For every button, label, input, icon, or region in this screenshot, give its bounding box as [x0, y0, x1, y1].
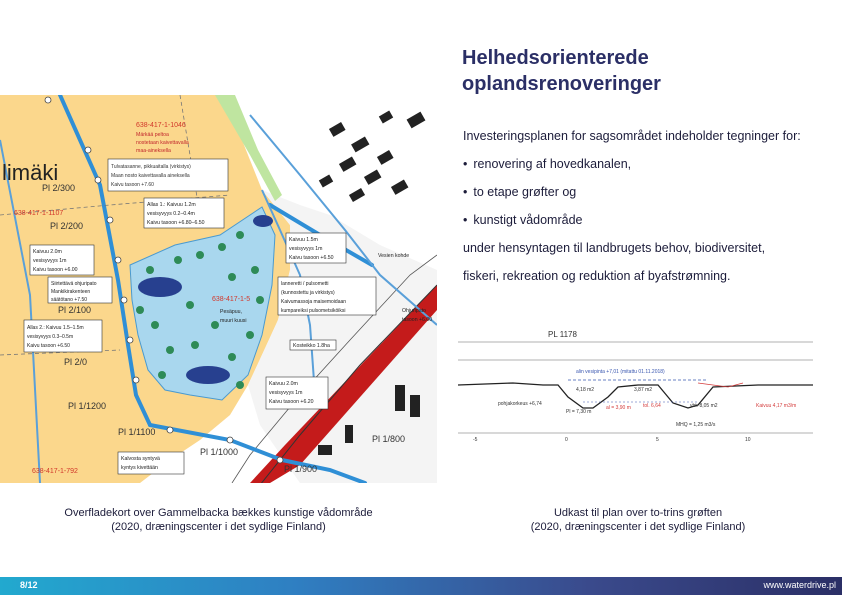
- bullet-item: [463, 206, 838, 234]
- map-pl-label: Pl 1/800: [372, 434, 406, 444]
- map-note-kaivu-left: Kaivuu 2.0m: [33, 249, 62, 255]
- map-note-lanne: Kaivumassoja maisemoidaan: [281, 299, 347, 305]
- slide-title: [462, 45, 832, 97]
- map-note-siirto: Mankikirakenteen: [51, 289, 91, 295]
- map-pl-label: Pl 1/1100: [118, 427, 156, 437]
- map-pl-label: Pl 2/300: [42, 183, 76, 193]
- map-pl-label: Pl 1/900: [284, 464, 318, 474]
- body-intro: Investeringsplanen for sagsområdet indeholder tegninger for:: [463, 129, 801, 143]
- map-note-siirto: säätötano +7.50: [51, 297, 88, 303]
- cs-tick: 5: [656, 437, 659, 443]
- map-pl-label: Pl 1/1000: [200, 447, 239, 457]
- map-caption-line: (2020, dræningscenter i det sydlige Finland): [111, 521, 326, 533]
- map-pl-label: Pl 1/1200: [68, 401, 107, 411]
- bullet-text: kunstigt vådområde: [473, 213, 583, 227]
- map-place-label: limäki: [2, 160, 59, 185]
- slide-title-line: Helhedsorienterede: [462, 47, 649, 69]
- map-note-pesa: muuri kuusi: [220, 318, 247, 324]
- cs-area1: 4,18 m2: [576, 387, 595, 393]
- cs-water-note: alin vesipinta +7,01 (mitattu 01.11.2018): [576, 369, 665, 375]
- cs-area2: 3,87 m2: [634, 387, 653, 393]
- map-note-kaivu-bottom: vesisyvyys 1m: [269, 390, 303, 396]
- body-text: [463, 122, 838, 290]
- map-note-kaivu-right: vesisyvyys 1m: [289, 246, 323, 252]
- bullet-glyph: •: [463, 213, 468, 227]
- body-outro: fiskeri, rekreation og reduktion af byafstrømning.: [463, 269, 731, 283]
- cs-kaivu: Kaivuu 4,17 m3/m: [756, 403, 797, 409]
- map-note-top: maa-aineksella: [136, 148, 171, 154]
- bullet-item: [463, 178, 838, 206]
- map-property-id: 638-417-1-1107: [14, 210, 64, 217]
- map-property-id: 638-417-1-792: [32, 468, 78, 475]
- section-caption-line: (2020, dræningscenter i det sydlige Finland): [530, 521, 746, 533]
- slide-title-line: oplandsrenoveringer: [462, 73, 661, 95]
- bullet-glyph: •: [463, 157, 468, 171]
- map-note-vesi: Vesien kohde: [378, 253, 410, 259]
- cs-right-label: al = 3,90 m: [606, 405, 631, 411]
- cross-section-svg: [458, 325, 818, 445]
- map-note-fill: Kaivu tasoon +7.60: [111, 182, 154, 188]
- wetland-map: [0, 95, 437, 483]
- map-note-kaivu-right: Kaivuu 1.5m: [289, 237, 318, 243]
- map-note-kaivu-bottom: Kaivuu 2.0m: [269, 381, 298, 387]
- footer-url[interactable]: www.waterdrive.pl: [763, 580, 836, 590]
- section-caption: [458, 506, 818, 534]
- cs-tick: 0: [565, 437, 568, 443]
- map-note-kalvo: Kalvosta syntyvä: [121, 456, 160, 462]
- cs-tol: tol. 6,64: [643, 403, 661, 409]
- map-note-allas1: Allas 1.: Kaivuu 1.2m: [147, 202, 196, 208]
- footer-bar: [0, 577, 842, 595]
- map-note-kaivu-left: Kaivu tasoon +6.00: [33, 267, 78, 273]
- map-note-lanne: lanneretti / pulsometti: [281, 281, 329, 287]
- map-note-fill: Tulvatasanne, pikkuaitalla (virkistys): [111, 164, 191, 170]
- map-note-allas1: Kaivu tasoon +6.80–6.50: [147, 220, 205, 226]
- map-property-id: 638-417-1-5: [212, 296, 251, 303]
- map-note-lanne: (kunnostettu ja virkistys): [281, 290, 335, 296]
- map-note-top: Märkää peltoa: [136, 132, 169, 138]
- cs-yht: yht. 8,05 m2: [690, 403, 718, 409]
- cross-section-drawing: [458, 325, 818, 445]
- bullet-item: [463, 150, 838, 178]
- cs-left-label: Pl = 7,30 m: [566, 409, 592, 415]
- map-note-allas1: vesisyvyys 0.2–0.4m: [147, 211, 195, 217]
- map-note-kaivu-left: vesisyvyys 1m: [33, 258, 67, 264]
- bullet-text: to etape grøfter og: [473, 185, 577, 199]
- cs-mhq: MHQ = 1,25 m3/s: [676, 422, 716, 428]
- map-pl-label: Pl 2/100: [58, 305, 92, 315]
- map-note-pesa: Pesäpuu,: [220, 309, 242, 315]
- map-pl-label: Pl 2/200: [50, 221, 84, 231]
- map-caption: [0, 506, 437, 534]
- map-note-fill: Maan nosto kaivettavalla aineksella: [111, 173, 190, 179]
- map-caption-line: Overfladekort over Gammelbacka bækkes kunstige vådområde: [64, 507, 373, 519]
- bullet-text: renovering af hovedkanalen,: [473, 157, 632, 171]
- cs-bottom-left: pohjakorkeus +6,74: [498, 401, 542, 407]
- body-outro: under hensyntagen til landbrugets behov, biodiversitet,: [463, 241, 766, 255]
- map-drawing: [0, 95, 437, 483]
- map-note-allas2: vesisyvyys 0.3–0.5m: [27, 334, 74, 340]
- map-note-kaivu-bottom: Kaivu tasoon +6.20: [269, 399, 314, 405]
- map-note-ohjuri: tasoon +6.00: [402, 317, 433, 323]
- map-note-kaivu-right: Kaivu tasoon +6.50: [289, 255, 334, 261]
- map-note-allas2: Kaivu tasoon +6.50: [27, 343, 70, 349]
- cs-tick: 10: [745, 437, 751, 443]
- map-note-kostekko: Kosteikko 1.8ha: [293, 343, 330, 349]
- bullet-glyph: •: [463, 185, 468, 199]
- map-note-lanne: kumpareiksi pulsometsiköiksi: [281, 308, 346, 314]
- map-note-allas2: Allas 2.: Kaivuu 1.5–1.5m: [27, 325, 84, 331]
- map-note-kalvo: kyntys kivettään: [121, 465, 158, 471]
- map-note-top: nostetaan kaivettavalla: [136, 140, 189, 146]
- section-caption-line: Udkast til plan over to-trins grøften: [553, 507, 723, 519]
- page-number: 8/12: [20, 580, 38, 590]
- map-pl-label: Pl 2/0: [64, 357, 88, 367]
- cs-pl-label: PL 1178: [548, 330, 577, 339]
- cs-tick: -5: [473, 437, 478, 443]
- map-property-id: 638-417-1-1046: [136, 122, 186, 129]
- map-note-siirto: Siirtettävä ohjuripato: [51, 281, 97, 287]
- map-note-ohjuri: Ohjuripato: [402, 308, 426, 314]
